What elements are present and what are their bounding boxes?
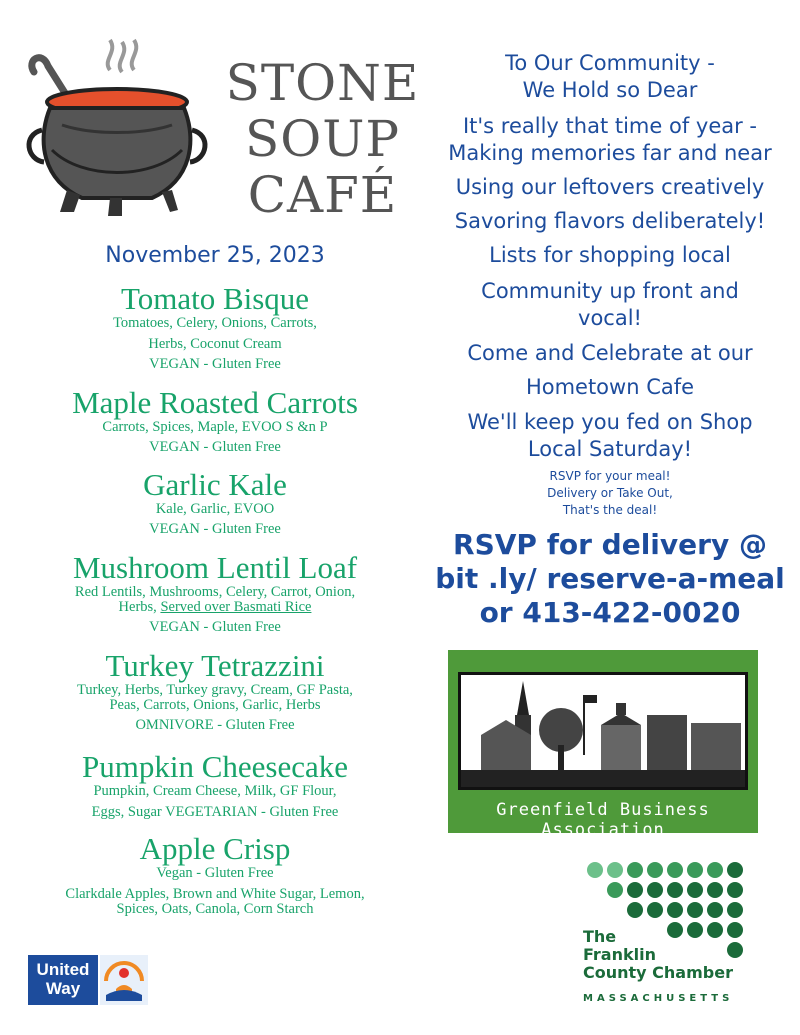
chamber-line: The xyxy=(583,927,617,946)
dish-title: Maple Roasted Carrots xyxy=(72,385,358,420)
chamber-line: County Chamber xyxy=(583,963,733,982)
note-line: Delivery or Take Out, xyxy=(547,486,673,500)
dish-tag: VEGAN - Gluten Free xyxy=(149,521,281,537)
dish-title: Pumpkin Cheesecake xyxy=(81,749,348,784)
town-skyline-icon xyxy=(461,675,745,787)
united-way-wordmark xyxy=(28,955,98,1005)
dish-desc: Tomatoes, Celery, Onions, Carrots, xyxy=(113,315,317,331)
event-date: November 25, 2023 xyxy=(105,243,325,268)
dish-title: Apple Crisp xyxy=(139,831,291,866)
rsvp-phone[interactable]: or 413-422-0020 xyxy=(479,596,741,629)
dish-tag: OMNIVORE - Gluten Free xyxy=(135,717,295,733)
dish-tag: VEGAN - Gluten Free xyxy=(149,356,281,372)
dish-desc-underlined: Served over Basmati Rice xyxy=(160,599,312,615)
chamber-line: Franklin xyxy=(583,945,656,964)
united-way-line: Way xyxy=(45,979,81,998)
poem-line: It's really that time of year - xyxy=(462,114,757,138)
dish-desc: Turkey, Herbs, Turkey gravy, Cream, GF Pasta, xyxy=(77,682,353,698)
poem-line: Community up front and xyxy=(481,279,739,303)
logo-word-cafe: CAFÉ xyxy=(247,166,398,224)
note-line: That's the deal! xyxy=(562,503,658,517)
dish-desc: Red Lentils, Mushrooms, Celery, Carrot, Onion, xyxy=(74,584,356,600)
menu-item xyxy=(20,750,410,820)
poem-line: vocal! xyxy=(578,306,642,330)
logo-word-stone: STONE xyxy=(225,54,420,112)
united-way-emblem xyxy=(100,955,148,1005)
dish-desc: Carrots, Spices, Maple, EVOO S &n P xyxy=(102,419,328,435)
soup-pot-icon xyxy=(22,30,212,220)
dish-desc: Eggs, Sugar VEGETARIAN - Gluten Free xyxy=(91,804,339,820)
united-way-logo xyxy=(28,955,148,1005)
menu-item xyxy=(20,649,410,733)
poem-line: To Our Community - xyxy=(505,51,715,75)
gba-logo xyxy=(448,650,758,840)
poem-line: We'll keep you fed on Shop xyxy=(467,410,753,434)
gba-label: Greenfield Business Association xyxy=(496,800,710,840)
logo-word-soup: SOUP xyxy=(244,110,401,168)
chamber-state: MASSACHUSETTS xyxy=(583,993,734,1004)
dish-desc: Kale, Garlic, EVOO xyxy=(155,501,275,517)
note-line: RSVP for your meal! xyxy=(549,469,671,483)
dish-title: Garlic Kale xyxy=(143,467,287,502)
united-way-line: United xyxy=(36,960,90,979)
poem-line: Local Saturday! xyxy=(527,437,693,461)
dish-title: Mushroom Lentil Loaf xyxy=(72,550,358,585)
dish-tag: Vegan - Gluten Free xyxy=(156,865,274,881)
dish-desc: Herbs, Coconut Cream xyxy=(148,336,282,352)
dish-desc: Clarkdale Apples, Brown and White Sugar, Lemon, xyxy=(65,886,365,902)
menu-item xyxy=(20,282,410,372)
dish-desc: Spices, Oats, Canola, Corn Starch xyxy=(116,901,314,917)
menu-item xyxy=(20,832,410,917)
menu-item xyxy=(20,551,410,635)
dish-desc: Pumpkin, Cream Cheese, Milk, GF Flour, xyxy=(93,783,337,799)
rsvp-link[interactable]: bit .ly/ reserve-a-meal xyxy=(435,562,785,595)
united-way-hand-icon xyxy=(100,955,148,1005)
rsvp-line: RSVP for delivery @ xyxy=(453,528,767,561)
dish-desc: Peas, Carrots, Onions, Garlic, Herbs xyxy=(109,697,321,713)
menu-item xyxy=(20,386,410,455)
poem-line: We Hold so Dear xyxy=(522,78,698,102)
gba-illustration xyxy=(458,672,748,790)
poem-line: Hometown Cafe xyxy=(525,375,695,399)
dish-tag: VEGAN - Gluten Free xyxy=(149,439,281,455)
dish-desc: Herbs, xyxy=(118,599,157,615)
poem-line: Using our leftovers creatively xyxy=(455,175,765,199)
dish-title: Turkey Tetrazzini xyxy=(105,648,325,683)
poem-line: Come and Celebrate at our xyxy=(467,341,753,365)
poem-line: Lists for shopping local xyxy=(489,243,731,267)
dish-title: Tomato Bisque xyxy=(120,281,310,316)
poem-line: Making memories far and near xyxy=(448,141,772,165)
menu-item xyxy=(20,468,410,537)
poem-line: Savoring flavors deliberately! xyxy=(454,209,766,233)
dish-tag: VEGAN - Gluten Free xyxy=(149,619,281,635)
